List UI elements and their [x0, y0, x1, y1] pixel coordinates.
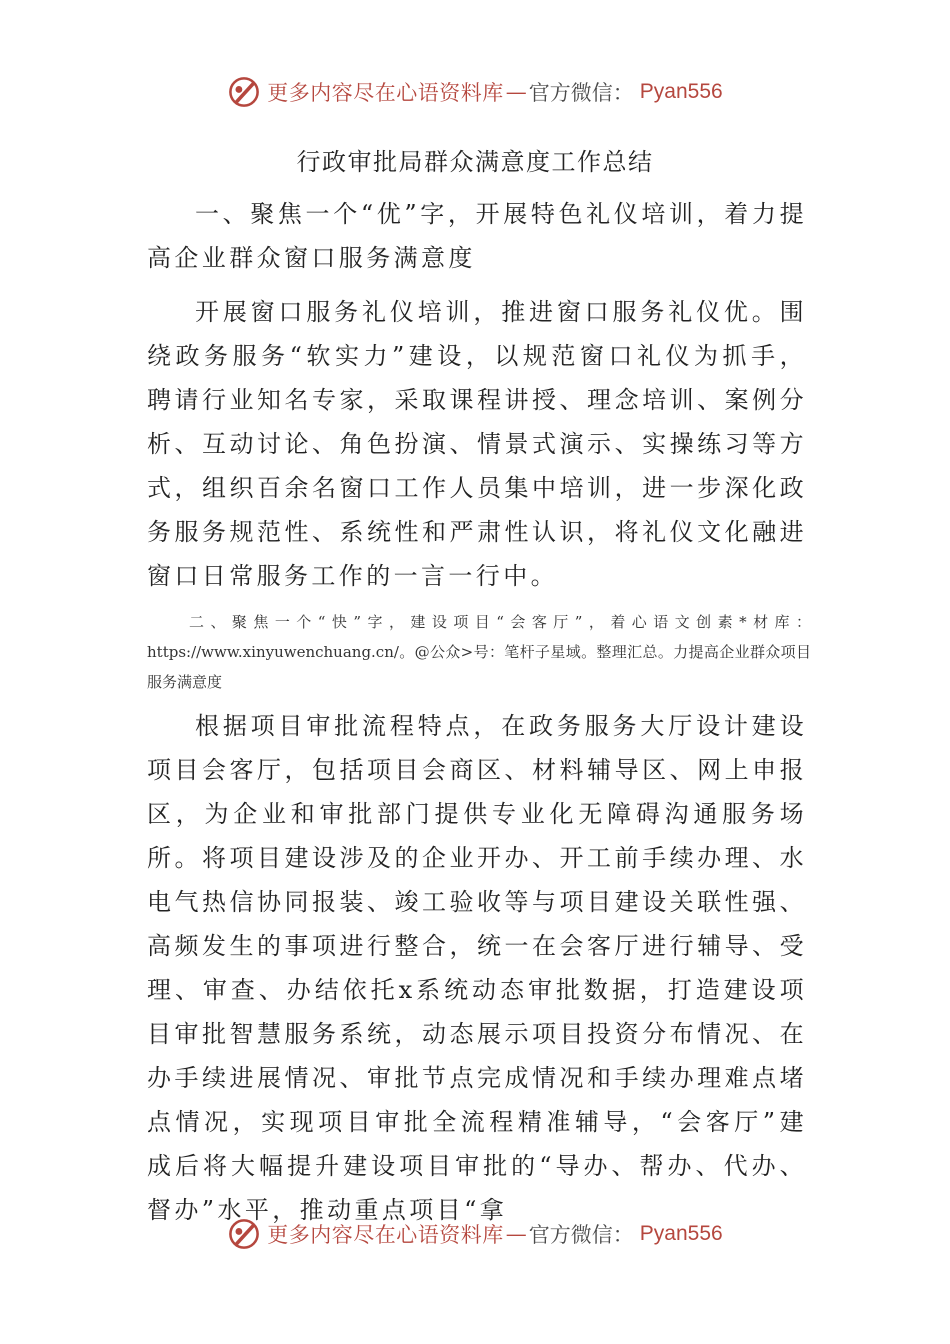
banner-slogan: 更多内容尽在心语资料库: [267, 81, 504, 105]
pen-logo-icon: [227, 1217, 261, 1251]
pen-logo-icon: [227, 75, 261, 109]
banner-wechat-label: 官方微信：: [528, 81, 634, 105]
banner-dash: —: [505, 1222, 527, 1246]
document-title: 行政审批局群众满意度工作总结: [296, 148, 654, 176]
section2-paragraph: 根据项目审批流程特点，在政务服务大厅设计建设项目会客厅，包括项目会商区、材料辅导区、网上申报区，为企业和审批部门提供专业化无障碍沟通服务场所。将项目建设涉及的企业开办、开工前手续办理、水电气热信协同报装、竣工验收等与项目建设关联性强、高频发生的事项进行整合，统一在会客厅进行辅导、受理、审查、办结依托x系统动态审批数据，打造建设项目审批智慧服务系统，动态展示项目投资分布情况、在办手续进展情况、审批节点完成情况和手续办理难点堵点情况，实现项目审批全流程精准辅导，“会客厅”建成后将大幅提升建设项目审批的“导办、帮办、代办、督办”水平，推动重点项目“拿: [147, 712, 807, 1224]
banner-dash: —: [505, 80, 527, 104]
footer-banner: [0, 1214, 950, 1254]
section2-heading: 二、聚焦一个“快”字，建设项目“会客厅”，着心语文创素*材库：https://www.xinyuwenchuang.cn/。@公众>号：笔杆子星域。整理汇总。力提高企业群众项目服务满意度: [147, 613, 811, 691]
banner-wechat-label: 官方微信：: [528, 1223, 634, 1247]
banner-slogan: 更多内容尽在心语资料库: [267, 1223, 504, 1247]
banner-wechat-id: Pyan556: [639, 1222, 723, 1245]
section1-paragraph: 开展窗口服务礼仪培训，推进窗口服务礼仪优。围绕政务服务“软实力”建设，以规范窗口礼仪为抓手，聘请行业知名专家，采取课程讲授、理念培训、案例分析、互动讨论、角色扮演、情景式演示、实操练习等方式，组织百余名窗口工作人员集中培训，进一步深化政务服务规范性、系统性和严肃性认识，将礼仪文化融进窗口日常服务工作的一言一行中。: [147, 298, 807, 590]
section1-heading: 一、聚焦一个“优”字，开展特色礼仪培训，着力提高企业群众窗口服务满意度: [147, 200, 807, 272]
banner-wechat-id: Pyan556: [639, 80, 723, 103]
header-banner: [0, 72, 950, 112]
